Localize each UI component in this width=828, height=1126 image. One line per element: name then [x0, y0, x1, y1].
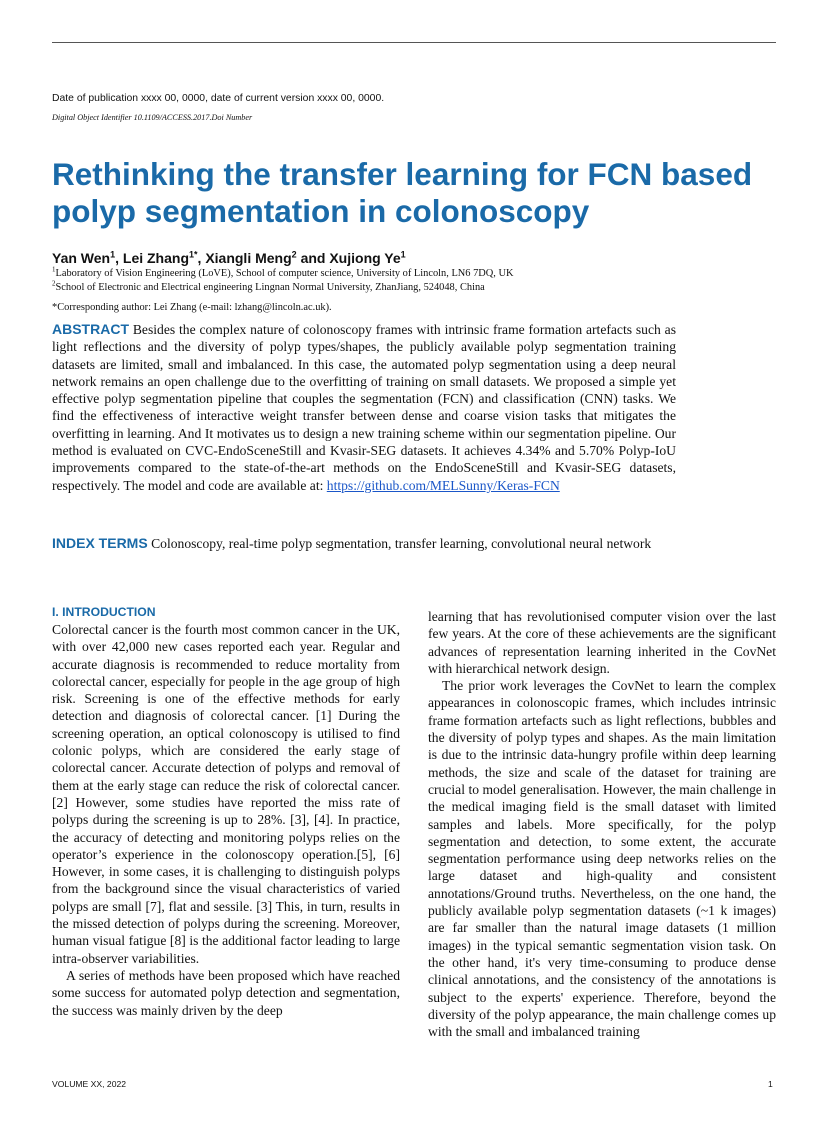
right-column — [428, 608, 776, 1040]
affiliation-mark: 1 — [52, 265, 56, 274]
affiliation-text: Laboratory of Vision Engineering (LoVE), School of computer science, University of Lincoln, LN6 7DQ, UK — [55, 268, 514, 279]
author-affiliation-mark: 1 — [400, 249, 406, 260]
paper-title: Rethinking the transfer learning for FCN based polyp segmentation in colonoscopy — [52, 156, 753, 229]
doi-line: Digital Object Identifier 10.1109/ACCESS.2017.Doi Number — [52, 113, 253, 122]
abstract — [52, 321, 676, 494]
section-heading: I. INTRODUCTION — [52, 605, 156, 619]
footer-volume: VOLUME XX, 2022 — [52, 1079, 127, 1089]
author-affiliation-mark: 1* — [189, 249, 198, 260]
index-terms-text: Colonoscopy, real-time polyp segmentation, transfer learning, convolutional neural network — [151, 536, 652, 551]
left-column — [52, 604, 400, 1019]
author-conjunction: and — [300, 250, 326, 266]
index-terms-label: INDEX TERMS — [52, 535, 148, 551]
paragraph: Colorectal cancer is the fourth most common cancer in the UK, with over 42,000 new cases reported each year. Regular and accurate diagnosis is recommended to reduce mortality from colorectal cancer, especially for people in the age group of high risk. Screening is one of the effective methods for early detection and diagnosis of colorectal cancer. [1] During the screening operation, an optical colonoscopy is utilised to find colonic polyps, which are considered the early stage of colorectal cancer. Accurate detection of polyps and removal of them at the early stage can reduce the risk of colorectal cancer. [2] However, some studies have reported the miss rate of polyps during the screening is up to 28%. [3], [4]. In practice, the accuracy of detecting and monitoring polyps relies on the operator’s experience in the colonoscopy operation.[5], [6] However, in some cases, it is challenging to distinguish polyps from the background since the visual characteristics of varied polyps are small [7], flat and sessile. [3] This, in turn, results in the missed detection of polyps during the screening. Moreover, human visual fatigue [8] is the additional factor leading to large intra-observer variabilities. — [52, 622, 400, 966]
affiliation-text: School of Electronic and Electrical engineering Lingnan Normal University, ZhanJiang, 524048, China — [55, 282, 485, 293]
paragraph: The prior work leverages the CovNet to learn the complex appearances in colonoscopic frames, which includes intrinsic frame formation artefacts such as light reflections, bubbles and the diversity of polyp types and shapes. As the main limitation is due to the intrinsic data-hungry profile within deep learning methods, the size and scale of the dataset for training are crucial to model generalisation. However, the main challenge in the medical imaging field is the small dataset with limited samples and labels. More specifically, for the polyp segmentation and detection, to some extent, the accurate segmentation performance using deep networks relies on the large dataset and high-quality and consistent annotations/Ground truths. Nevertheless, on the one hand, the publicly available polyp segmentation datasets (~1 k images) are far smaller than the natural image datasets (1 million images) in the typical semantic segmentation vision task. On the other hand, it's very time-consuming to produce dense clinical annotations, and the consistency of the annotations is subject to the experts' experience. Therefore, beyond the diversity of the polyp appearance, the main challenge comes up with the small and imbalanced training — [428, 678, 776, 1040]
author-name: Yan Wen — [52, 250, 111, 266]
publication-date: Date of publication xxxx 00, 0000, date of current version xxxx 00, 0000. — [52, 93, 385, 104]
author-name: Xujiong Ye — [329, 250, 401, 266]
page-number: 1 — [768, 1079, 773, 1089]
affiliation — [52, 265, 514, 279]
paragraph: A series of methods have been proposed which have reached some success for automated polyp detection and segmentation, the success was mainly driven by the deep — [52, 967, 400, 1018]
header-rule — [52, 42, 776, 43]
author-name: Xiangli Meng — [205, 250, 292, 266]
author-affiliation-mark: 1 — [110, 249, 116, 260]
affiliation — [52, 279, 485, 293]
abstract-text: Besides the complex nature of colonoscopy frames with intrinsic frame formation artefacts such as light reflections and the diversity of polyp types/shapes, the publicly available polyp segmentation training datasets are limited, small and imbalanced. In this case, the automated polyp segmentation using a deep neural network remains an open challenge due to the overfitting of training on small datasets. We proposed a simple yet effective polyp segmentation pipeline that couples the segmentation (FCN) and classification (CNN) tasks. We find the effectiveness of interactive weight transfer between dense and coarse vision tasks that mitigates the overfitting in learning. And It motivates us to design a new training scheme within our segmentation pipeline. Our method is evaluated on CVC-EndoSceneStill and Kvasir-SEG datasets. It achieves 4.34% and 5.70% Polyp-IoU improvements compared to the state-of-the-art methods on the EndoSceneStill and Kvasir-SEG datasets, respectively. The model and code are available at: — [52, 322, 676, 493]
index-terms — [52, 535, 652, 552]
corresponding-author: *Corresponding author: Lei Zhang (e-mail: lzhang@lincoln.ac.uk). — [52, 302, 332, 313]
affiliation-mark: 2 — [52, 279, 56, 288]
abstract-label: ABSTRACT — [52, 321, 129, 337]
author-affiliation-mark: 2 — [291, 249, 297, 260]
author-list: Yan Wen$^1$, Lei Zhang$^{1*}$, Xiangli Meng$^2$ and Xujiong Ye$^1$ — [52, 249, 406, 266]
author-name: Lei Zhang — [122, 250, 190, 266]
paragraph: learning that has revolutionised computer vision over the last few years. At the core of these achievements are the significant advances of representation learning inherited in the CovNet with hierarchical network design. — [428, 609, 776, 676]
code-repository-link[interactable]: https://github.com/MELSunny/Keras-FCN — [326, 477, 560, 493]
